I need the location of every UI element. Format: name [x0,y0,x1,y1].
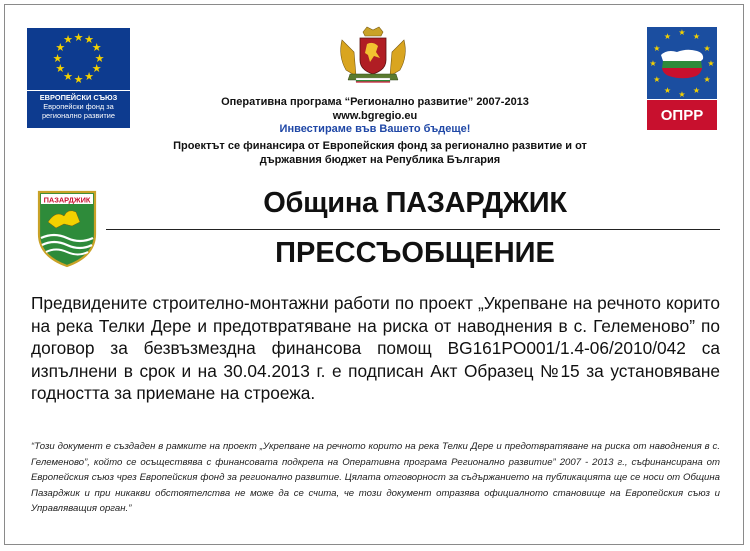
eu-star-icon: ★ [55,63,66,75]
funding-line-1: Проектът се финансира от Европейския фонд за регионално развитие и от [173,140,587,152]
eu-star-icon: ★ [91,63,102,75]
oprr-emblem [647,27,717,99]
eu-star-icon: ★ [63,34,73,47]
eu-caption-fund: Европейски фонд за регионално развитие [41,102,116,120]
slogan: Инвестираме във Вашето бъдеще! [279,123,471,135]
eu-star-icon: ★ [55,42,66,54]
oprr-star-icon: ★ [678,28,686,37]
oprr-star-icon: ★ [653,43,661,53]
oprr-star-icon: ★ [678,90,686,99]
pazardzhik-shield-icon [36,188,98,268]
eu-star-icon: ★ [63,70,73,83]
oprr-star-icon: ★ [663,32,672,42]
oprr-star-icon: ★ [703,43,711,53]
bulgaria-map-icon [657,47,707,81]
title-divider [106,229,720,230]
funding-line-2: държавния бюджет на Република България [259,154,501,166]
oprr-star-icon: ★ [649,59,657,68]
oprr-star-icon: ★ [703,74,711,84]
municipality-title: Община ПАЗАРДЖИК [263,187,567,219]
oprr-logo [647,27,717,130]
press-release-title: ПРЕССЪОБЩЕНИЕ [275,237,555,269]
eu-star-icon: ★ [84,70,94,83]
oprr-star-icon: ★ [692,85,701,95]
shield-label: ПАЗАРДЖИК [43,195,91,205]
eu-star-icon: ★ [73,31,84,44]
eu-caption-title: ЕВРОПЕЙСКИ СЪЮЗ [39,93,118,102]
bulgaria-coat-of-arms-icon [336,26,410,84]
eu-logo [27,28,130,128]
eu-star-icon: ★ [84,34,94,47]
eu-flag [27,28,130,90]
oprr-star-icon: ★ [692,32,701,42]
eu-star-icon: ★ [73,73,84,86]
oprr-label: ОПРР [647,99,717,130]
eu-star-icon: ★ [52,52,63,65]
eu-caption [27,90,130,128]
disclaimer: “Този документ е създаден в рамките на проект „Укрепване на речното корито на река Телки Дере и предотвратяване на риска от наводнения в с. Гелеменово”, който се осъществява с финансовата подкрепа на Оперативна програма Регионално развитие” 2007 - 2013 г., съфинансирана от Европейския съюз чрез Европейския фонд за регионално развитие. Цялата отговорност за съдържанието на публикацията ще се носи от Община Пазарджик и при никакви обстоятелства не може да се счита, че този документ отразява официалното становище на Европейския съюз и Управляващия орган.” [31,441,720,514]
website-link[interactable]: www.bgregio.eu [332,110,418,122]
oprr-star-icon: ★ [663,85,672,95]
program-title: Оперативна програма “Регионално развитие” 2007-2013 [221,96,529,108]
oprr-star-icon: ★ [707,59,715,68]
eu-star-icon: ★ [94,52,105,65]
eu-star-icon: ★ [91,42,102,54]
press-release-body: Предвидените строително-монтажни работи по проект „Укрепване на речното корито на река Телки Дере и предотвратяване на риска от наводнения в с. Гелеменово” по договор за безвъзмездна финансова помощ BG161PO001/1.4-06/2010/042 са изпълнени в срок и на 30.04.2013 г. е подписан Акт Образец №15 за установяване годността за приемане на строежа. [31,293,720,403]
oprr-star-icon: ★ [653,74,661,84]
